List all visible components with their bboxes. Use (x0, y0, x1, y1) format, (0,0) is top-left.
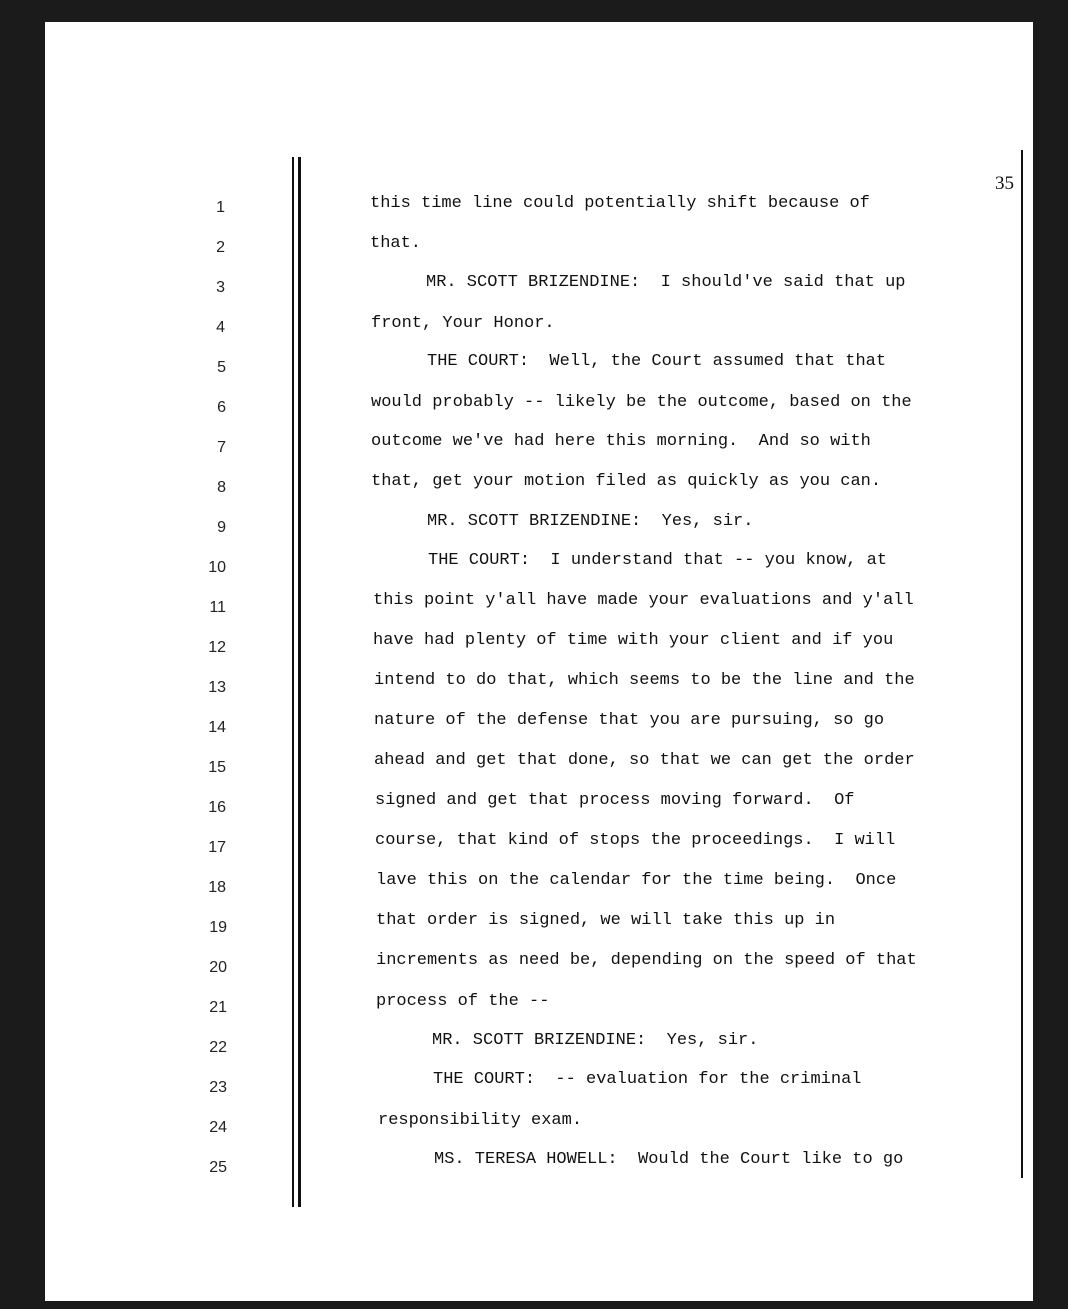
left-margin-rule (292, 157, 294, 1207)
line-number: 12 (208, 639, 226, 656)
line-number: 22 (209, 1039, 227, 1056)
line-number: 25 (209, 1159, 227, 1176)
line-number: 23 (209, 1079, 227, 1096)
line-number: 6 (217, 399, 226, 416)
transcript-line: responsibility exam. (378, 1111, 583, 1130)
line-number: 2 (216, 239, 225, 256)
line-number: 13 (208, 679, 226, 696)
transcript-line: that, get your motion filed as quickly as you can. (371, 472, 882, 491)
line-number: 1 (216, 199, 225, 216)
line-number: 18 (208, 879, 226, 896)
line-number: 17 (208, 839, 226, 856)
line-number: 9 (217, 519, 226, 536)
transcript-line: process of the -- (376, 992, 550, 1011)
line-number: 14 (208, 719, 226, 736)
transcript-line: ahead and get that done, so that we can get the order (374, 751, 915, 770)
line-number: 21 (209, 999, 227, 1016)
transcript-line: THE COURT: -- evaluation for the criminal (433, 1070, 862, 1089)
right-margin-rule (1021, 150, 1023, 1178)
transcript-line: THE COURT: I understand that -- you know, at (428, 551, 888, 570)
line-number: 8 (217, 479, 226, 496)
transcript-page (45, 22, 1033, 1301)
page-number: 35 (995, 173, 1014, 194)
transcript-line: have had plenty of time with your client and if you (373, 631, 894, 650)
transcript-line: outcome we've had here this morning. And so with (371, 432, 871, 451)
transcript-line: MS. TERESA HOWELL: Would the Court like to go (434, 1150, 904, 1169)
transcript-line: MR. SCOTT BRIZENDINE: I should've said that up (426, 273, 906, 292)
transcript-line: increments as need be, depending on the speed of that (376, 951, 917, 970)
transcript-line: nature of the defense that you are pursuing, so go (374, 711, 885, 730)
transcript-line: intend to do that, which seems to be the line and the (374, 671, 915, 690)
line-number: 4 (216, 319, 225, 336)
transcript-line: would probably -- likely be the outcome, based on the (371, 393, 912, 412)
transcript-line: MR. SCOTT BRIZENDINE: Yes, sir. (427, 512, 754, 531)
line-number: 5 (217, 359, 226, 376)
transcript-line: this point y'all have made your evaluations and y'all (373, 591, 914, 610)
transcript-line: signed and get that process moving forward. Of (375, 791, 855, 810)
line-number: 3 (216, 279, 225, 296)
line-number: 19 (209, 919, 227, 936)
transcript-line: THE COURT: Well, the Court assumed that that (427, 352, 887, 371)
line-number: 15 (208, 759, 226, 776)
transcript-line: that order is signed, we will take this up in (376, 911, 836, 930)
line-number: 11 (209, 599, 226, 616)
line-number: 24 (209, 1119, 227, 1136)
transcript-line: MR. SCOTT BRIZENDINE: Yes, sir. (432, 1031, 759, 1050)
transcript-line: course, that kind of stops the proceedings. I will (375, 831, 896, 850)
transcript-line: that. (370, 234, 422, 253)
transcript-line: lave this on the calendar for the time being. Once (376, 871, 897, 890)
line-number: 20 (209, 959, 227, 976)
line-number: 16 (208, 799, 226, 816)
line-number: 10 (208, 559, 226, 576)
line-number: 7 (217, 439, 226, 456)
left-margin-rule-double (298, 157, 301, 1207)
transcript-line: this time line could potentially shift because of (370, 194, 870, 213)
transcript-line: front, Your Honor. (371, 314, 555, 333)
